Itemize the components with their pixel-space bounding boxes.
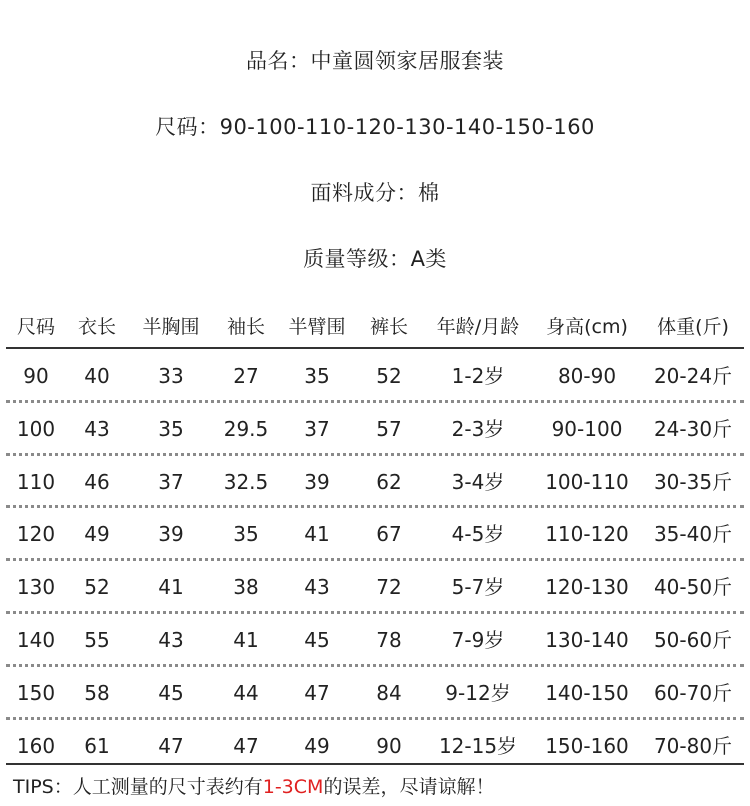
table-cell: 90-100 — [551, 416, 623, 441]
table-cell: 58 — [84, 680, 110, 705]
table-cell: 160 — [16, 733, 56, 758]
table-cell: 43 — [158, 627, 184, 652]
tips-error-range: 1-3CM — [262, 776, 324, 798]
table-cell: 7-9岁 — [451, 627, 505, 652]
product-name-label: 品名： — [246, 49, 311, 73]
tips-note — [13, 772, 494, 802]
table-row — [0, 456, 750, 509]
table-cell: 33 — [158, 364, 184, 388]
table-row — [0, 561, 750, 614]
table-cell: 4-5岁 — [451, 522, 505, 547]
table-cell: 100 — [16, 416, 56, 441]
table-cell: 84 — [376, 680, 402, 705]
table-cell: 45 — [158, 680, 184, 705]
table-cell: 39 — [158, 522, 184, 547]
size-list-value: 90-100-110-120-130-140-150-160 — [219, 115, 595, 139]
table-cell: 47 — [158, 733, 184, 758]
table-cell: 41 — [158, 575, 184, 600]
table-cell: 140 — [16, 627, 56, 652]
table-cell: 20-24斤 — [653, 364, 733, 388]
table-cell: 72 — [376, 575, 402, 600]
table-cell: 30-35斤 — [653, 469, 733, 494]
table-cell: 45 — [304, 627, 330, 652]
table-cell: 120 — [16, 522, 56, 547]
table-cell: 67 — [376, 522, 402, 547]
table-cell: 60-70斤 — [653, 680, 733, 705]
table-cell: 70-80斤 — [653, 733, 733, 758]
table-cell: 120-130 — [545, 575, 629, 600]
table-cell: 40 — [84, 364, 110, 388]
table-cell: 43 — [84, 416, 110, 441]
size-list-label: 尺码： — [155, 115, 220, 139]
table-cell: 47 — [304, 680, 330, 705]
table-cell: 140-150 — [545, 680, 629, 705]
fabric-composition-line — [0, 178, 750, 208]
table-cell: 9-12岁 — [445, 680, 511, 705]
table-cell: 43 — [304, 575, 330, 600]
table-cell: 3-4岁 — [451, 469, 505, 494]
table-cell: 110-120 — [545, 522, 629, 547]
table-row — [0, 667, 750, 720]
table-cell: 41 — [233, 627, 259, 652]
table-cell: 35 — [304, 364, 330, 388]
quality-grade-line — [0, 244, 750, 274]
table-cell: 2-3岁 — [451, 416, 505, 441]
table-cell: 100-110 — [545, 469, 629, 494]
tips-divider — [6, 763, 744, 765]
table-cell: 90 — [376, 733, 402, 758]
product-name-value: 中童圆领家居服套装 — [310, 49, 504, 73]
size-list-line — [0, 112, 750, 142]
table-cell: 32.5 — [223, 469, 269, 494]
table-cell: 24-30斤 — [653, 416, 733, 441]
header-cell: 衣长 — [77, 316, 116, 338]
quality-grade-value: A类 — [410, 247, 447, 271]
header-cell: 袖长 — [226, 316, 265, 338]
table-cell: 78 — [376, 627, 402, 652]
table-cell: 49 — [304, 733, 330, 758]
table-header-row — [0, 306, 750, 350]
header-cell: 尺码 — [16, 316, 55, 338]
table-cell: 44 — [233, 680, 259, 705]
fabric-composition-value: 棉 — [418, 181, 440, 205]
table-cell: 37 — [158, 469, 184, 494]
table-cell: 29.5 — [223, 416, 269, 441]
table-cell: 130-140 — [545, 627, 629, 652]
table-row — [0, 614, 750, 667]
table-cell: 90 — [23, 364, 49, 388]
table-cell: 61 — [84, 733, 110, 758]
table-cell: 50-60斤 — [653, 627, 733, 652]
header-cell: 年龄/月龄 — [436, 316, 520, 338]
header-cell: 半臂围 — [288, 316, 346, 338]
table-cell: 52 — [84, 575, 110, 600]
table-cell: 62 — [376, 469, 402, 494]
table-cell: 110 — [16, 469, 56, 494]
table-cell: 12-15岁 — [438, 733, 518, 758]
table-cell: 35 — [158, 416, 184, 441]
table-cell: 57 — [376, 416, 402, 441]
table-cell: 150 — [16, 680, 56, 705]
table-cell: 150-160 — [545, 733, 629, 758]
product-name-line — [0, 46, 750, 76]
table-cell: 5-7岁 — [451, 575, 505, 600]
table-cell: 35-40斤 — [653, 522, 733, 547]
table-cell: 55 — [84, 627, 110, 652]
fabric-composition-label: 面料成分： — [310, 181, 418, 205]
header-cell: 裤长 — [369, 316, 408, 338]
table-row — [0, 350, 750, 403]
table-cell: 130 — [16, 575, 56, 600]
table-row — [0, 403, 750, 456]
header-cell: 体重(斤) — [657, 316, 729, 338]
header-cell: 身高(cm) — [546, 316, 628, 338]
tips-prefix: TIPS：人工测量的尺寸表约有 — [13, 776, 263, 798]
table-cell: 38 — [233, 575, 259, 600]
table-row — [0, 508, 750, 561]
table-cell: 37 — [304, 416, 330, 441]
table-cell: 35 — [233, 522, 259, 547]
table-cell: 46 — [84, 469, 110, 494]
table-cell: 1-2岁 — [451, 364, 505, 388]
table-cell: 52 — [376, 364, 402, 388]
header-divider — [6, 347, 744, 349]
table-cell: 41 — [304, 522, 330, 547]
table-cell: 39 — [304, 469, 330, 494]
table-cell: 80-90 — [557, 364, 617, 388]
table-cell: 27 — [233, 364, 259, 388]
table-cell: 40-50斤 — [653, 575, 733, 600]
size-chart-table — [0, 306, 750, 772]
quality-grade-label: 质量等级： — [303, 247, 411, 271]
table-cell: 49 — [84, 522, 110, 547]
header-cell: 半胸围 — [142, 316, 200, 338]
tips-suffix: 的误差，尽请谅解！ — [323, 776, 495, 798]
table-cell: 47 — [233, 733, 259, 758]
